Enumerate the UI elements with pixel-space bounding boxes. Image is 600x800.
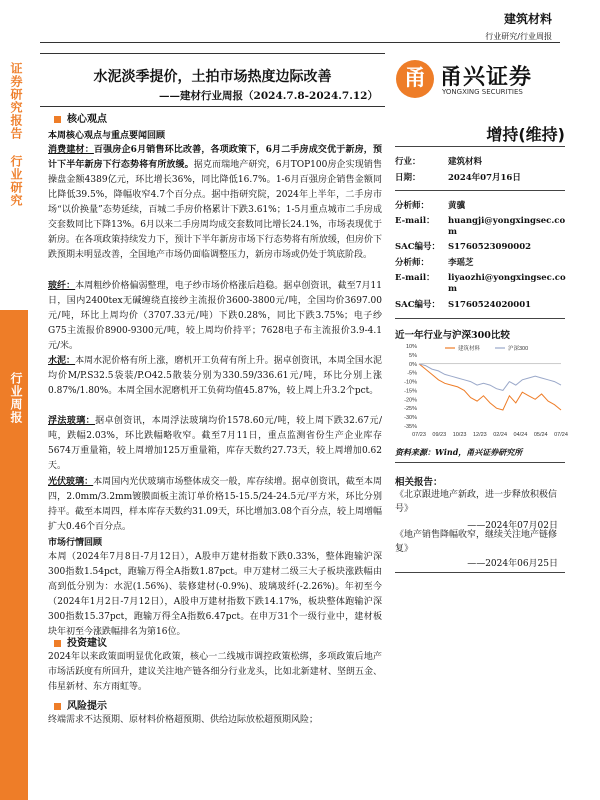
x-tick-label: 09/23 (432, 432, 447, 438)
y-tick-label: 10% (405, 344, 417, 350)
y-tick-label: -30% (404, 415, 417, 422)
related-report-2-date: ——2024年06月25日 (467, 559, 558, 569)
y-tick-label: -25% (404, 406, 417, 413)
header-category: 行业研究/行业周报 (485, 32, 552, 41)
series-line-0 (419, 364, 561, 410)
para-float-glass: 浮法玻璃：据卓创资讯，本周浮法玻璃均价1578.60元/吨，较上周下跌32.67元/吨，跌幅2.03%，环比跌幅略收窄。截至7月11日，重点监测省份生产企业库存5674万重量箱，较上周增加125万重量箱，库存天数约27.73天，较上周增加0.62天。 (48, 416, 382, 471)
company-logo (396, 60, 561, 100)
y-tick-label: -35% (404, 424, 417, 430)
info-industry: 行业： 建筑材料 (395, 157, 483, 167)
title-rule-bottom (40, 106, 385, 107)
x-tick-label: 10/23 (452, 432, 467, 438)
para-consumer-materials: 消费建材：百强房企6月销售环比改善，各项政策下，6月二手房成交优于新房，预计下半年新房下行态势将有所放缓。据克而瑞地产研究，6月TOP100房企实现销售操盘金额4389亿元，环比增长36%，同比降低16.7%。1-6月百强房企销售金额同比降低39.5%，降幅收窄4.7个百分点。据中指研究院，2024年上半年，二手房市场“以价换量”态势延续，百城二手房价格累计下跌3.61%；1-5月重点城市二手房成交套数同比下降13%。6月以来二手房周均成交套数同比增长24.1%，市场表现优于新房。在各项政策持续发力下，预计下半年新房市场下行态势将有所放缓，但房价下跌预期未明显改善，全国地产市场仍面临调整压力，新房市场或仍处于筑底阶段。 (48, 145, 382, 260)
x-tick-label: 12/23 (472, 432, 487, 438)
rating-rule (395, 146, 565, 147)
chart-rule (395, 462, 565, 463)
series-line-1 (419, 364, 561, 391)
related-report-1[interactable]: 《北京跟进地产新政，进一步释放积极信号》 (395, 490, 558, 514)
para-fiberglass: 玻纤：本周粗纱价格偏弱整理，电子纱市场价格涨后趋稳。据卓创资讯，截至7月11日，国内2400tex无碱缠绕直接纱主流报价3600-3800元/吨，全国均价3697.00元/吨，环比上周均价（3707.33元/吨）下跌0.28%，同比下跌3.75%；电子纱G75主流报价8900-9300元/吨，较上周均价持平；7628电子布主流报价3.9-4.1元/米。 (48, 281, 382, 351)
x-tick-label: 02/24 (493, 432, 508, 438)
info-date: 日期： 2024年07月16日 (395, 173, 521, 183)
legend-label: 沪深300 (508, 346, 529, 352)
y-tick-label: -10% (404, 379, 417, 386)
x-tick-label: 04/24 (513, 432, 528, 438)
logo-english: YONGXING SECURITIES (442, 88, 523, 96)
header-sector: 建筑材料 (503, 12, 552, 26)
x-tick-label: 07/24 (554, 432, 568, 438)
chart-source: 资料来源：Wind，甬兴证券研究所 (395, 447, 523, 457)
sidebar-top (0, 40, 28, 310)
section-bullet-icon (54, 703, 61, 710)
y-tick-label: 0% (409, 361, 417, 368)
header-divider (40, 42, 560, 43)
y-tick-label: -5% (407, 370, 417, 377)
para-cement: 水泥：本周水泥价格有所上涨，磨机开工负荷有所上升。据卓创资讯，本周全国水泥均价M/P.S32.5袋装/P.O42.5散装分别为330.59/336.61元/吨，环比分别上涨0.87%/1.80%。本周全国水泥磨机开工负荷均值45.87%，较上周上升3.2个pct。 (48, 356, 382, 396)
report-subtitle: ——建材行业周报（2024.7.8-2024.7.12） (159, 90, 378, 102)
y-tick-label: -15% (404, 388, 417, 395)
subsection-weekly-review: 本周核心观点与重点要闻回顾 (48, 131, 166, 141)
rating: 增持(维持) (486, 125, 565, 144)
sidebar-bottom-label: 行业周报 (9, 372, 23, 424)
title-rule-top (40, 53, 385, 54)
related-report-1-date: ——2024年07月02日 (467, 521, 558, 531)
para-risk: 终端需求不达预期、原材料价格超预期、供给边际放松超预期风险； (48, 715, 319, 725)
logo-mark: 甬 (396, 60, 434, 98)
x-tick-label: 05/24 (533, 432, 548, 438)
para-pv-glass: 光伏玻璃：本周国内光伏玻璃市场整体成交一般，库存续增。据卓创资讯，截至本周四，2.0mm/3.2mm镀膜面板主流订单价格15-15.5/24-24.5元/平方米，环比分别持平。截至本周四，样本库存天数约31.09天，环比增加3.08个百分点，较上周增幅扩大0.46个百分点。 (48, 477, 382, 532)
section-bullet-icon (54, 116, 61, 123)
related-rule (395, 572, 565, 573)
related-title: 相关报告： (395, 477, 443, 488)
sidebar-bottom (0, 310, 28, 800)
y-tick-label: 5% (409, 352, 417, 359)
report-title: 水泥淡季提价，土拍市场热度边际改善 (93, 69, 332, 85)
logo-name: 甬兴证券 (440, 65, 533, 90)
legend-label: 建筑材料 (458, 346, 481, 352)
performance-chart (395, 342, 568, 442)
x-tick-label: 07/23 (412, 432, 426, 438)
para-investment-advice: 2024年以来政策面明显优化政策，核心一二线城市调控政策松绑，多项政策后地产市场活跃度有所回升，建议关注地产链各细分行业龙头，比如北新建材、坚朗五金、伟星新材、东方雨虹等。 (48, 652, 382, 692)
related-report-2[interactable]: 《地产销售降幅收窄，继续关注地产链修复》 (395, 530, 558, 554)
analyst-rule (395, 318, 565, 319)
para-market-review: 本周（2024年7月8日-7月12日），A股申万建材指数下跌0.33%，整体跑输沪深300指数1.54pct，跑输万得全A指数1.87pct。申万建材二级三大子板块涨跌幅由高到低分别为：水泥(1.56%)、装修建材(-0.9%)、玻璃玻纤(-2.26%)。年初至今（2024年1月2日-7月12日），A股申万建材指数下跌14.17%，板块整体跑输沪深300指数15.37pct，跑输万得全A指数6.47pct。在申万31个一级行业中，建材板块年初至今涨跌幅排名为第16位。 (48, 552, 382, 637)
sidebar (0, 40, 28, 800)
section-core-views: 核心观点 (54, 110, 107, 125)
subsection-market-review: 市场行情回顾 (48, 538, 103, 548)
info-rule (395, 190, 565, 191)
chart-title: 近一年行业与沪深300比较 (395, 330, 510, 341)
y-tick-label: -20% (404, 397, 417, 404)
sidebar-top-label: 证券研究报告 行业研究 (9, 62, 23, 207)
section-bullet-icon (54, 640, 61, 647)
section-risk: 风险提示 (54, 697, 107, 712)
page-header (485, 10, 552, 42)
section-investment-advice: 投资建议 (54, 634, 107, 649)
